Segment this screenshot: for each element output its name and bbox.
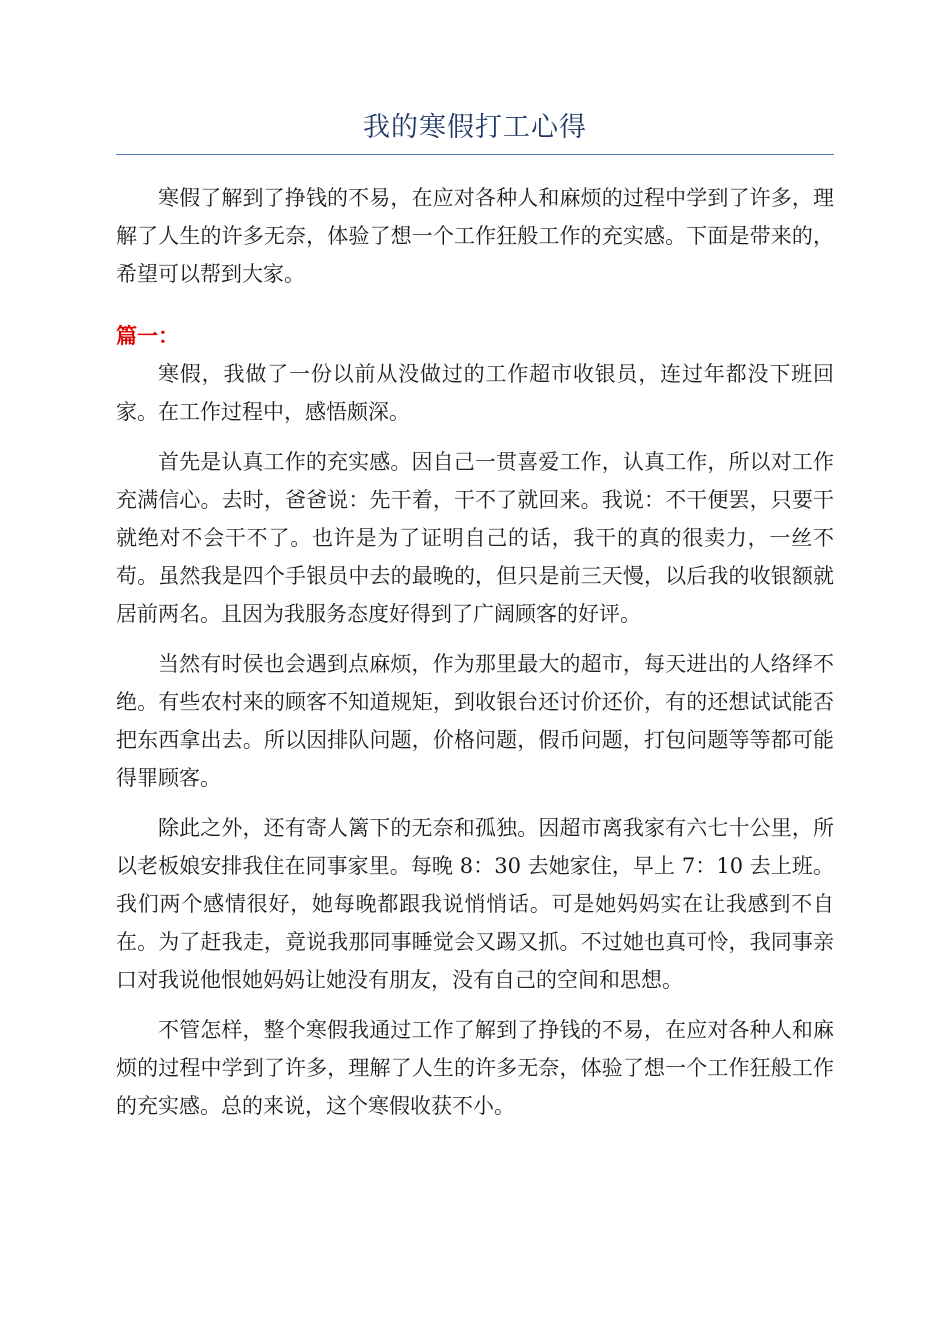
document-page [116, 108, 834, 1125]
body-paragraph-5: 不管怎样，整个寒假我通过工作了解到了挣钱的不易，在应对各种人和麻烦的过程中学到了许多，理解了人生的许多无奈，体验了想一个工作狂般工作的充实感。总的来说，这个寒假收获不小。 [116, 1018, 834, 1118]
body-paragraph-1: 寒假，我做了一份以前从没做过的工作超市收银员，连过年都没下班回家。在工作过程中，感悟颇深。 [116, 362, 834, 424]
body-paragraph-2: 首先是认真工作的充实感。因自己一贯喜爱工作，认真工作，所以对工作充满信心。去时，爸爸说：先干着，干不了就回来。我说：不干便罢，只要干就绝对不会干不了。也许是为了证明自己的话，我干的真的很卖力，一丝不苟。虽然我是四个手银员中去的最晚的，但只是前三天慢，以后我的收银额就居前两名。且因为我服务态度好得到了广阔顾客的好评。 [116, 450, 834, 626]
body-paragraph-3: 当然有时侯也会遇到点麻烦，作为那里最大的超市，每天进出的人络绎不绝。有些农村来的顾客不知道规矩，到收银台还讨价还价，有的还想试试能否把东西拿出去。所以因排队问题，价格问题，假币问题，打包问题等等都可能得罪顾客。 [116, 652, 834, 790]
document-title: 我的寒假打工心得 [363, 112, 587, 143]
title-underline [116, 154, 834, 155]
body-paragraph-4: 除此之外，还有寄人篱下的无奈和孤独。因超市离我家有六七十公里，所以老板娘安排我住在同事家里。每晚 8：30 去她家住，早上 7：10 去上班。我们两个感情很好，她每晚都跟我说悄悄话。可是她妈妈实在让我感到不自在。为了赶我走，竟说我那同事睡觉会又踢又抓。不过她也真可怜，我同事亲口对我说他恨她妈妈让她没有朋友，没有自己的空间和思想。 [116, 816, 834, 992]
intro-paragraph: 寒假了解到了挣钱的不易，在应对各种人和麻烦的过程中学到了许多，理解了人生的许多无奈，体验了想一个工作狂般工作的充实感。下面是带来的，希望可以帮到大家。 [116, 186, 834, 286]
section-heading: 篇一： [116, 324, 179, 348]
